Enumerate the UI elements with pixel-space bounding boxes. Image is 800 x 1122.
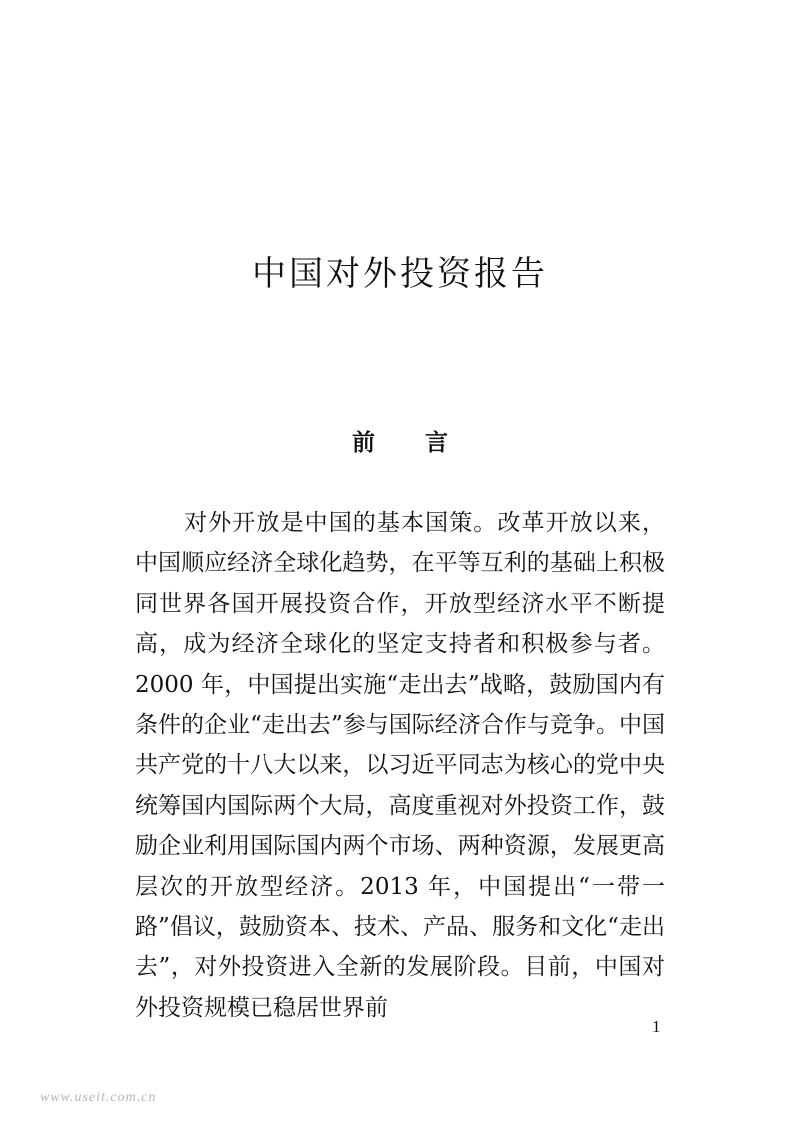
document-title: 中国对外投资报告 <box>252 254 548 294</box>
body-paragraph <box>135 503 665 1028</box>
page-number: 1 <box>652 1017 661 1036</box>
paragraph-text: 对外开放是中国的基本国策。改革开放以来，中国顺应经济全球化趋势，在平等互利的基础上积极同世界各国开展投资合作，开放型经济水平不断提高，成为经济全球化的坚定支持者和积极参与者。2000 年，中国提出实施“走出去”战略，鼓励国内有条件的企业“走出去”参与国际经济合作与竞争。中国共产党的十八大以来，以习近平同志为核心的党中央统筹国内国际两个大局，高度重视对外投资工作，鼓励企业利用国际国内两个市场、两种资源，发展更高层次的开放型经济。2013 年，中国提出“一带一路”倡议，鼓励资本、技术、产品、服务和文化“走出去”，对外投资进入全新的发展阶段。目前，中国对外投资规模已稳居世界前 <box>135 510 665 1021</box>
watermark: www.useit.com.cn <box>40 1090 157 1105</box>
section-heading: 前言 <box>352 430 498 456</box>
